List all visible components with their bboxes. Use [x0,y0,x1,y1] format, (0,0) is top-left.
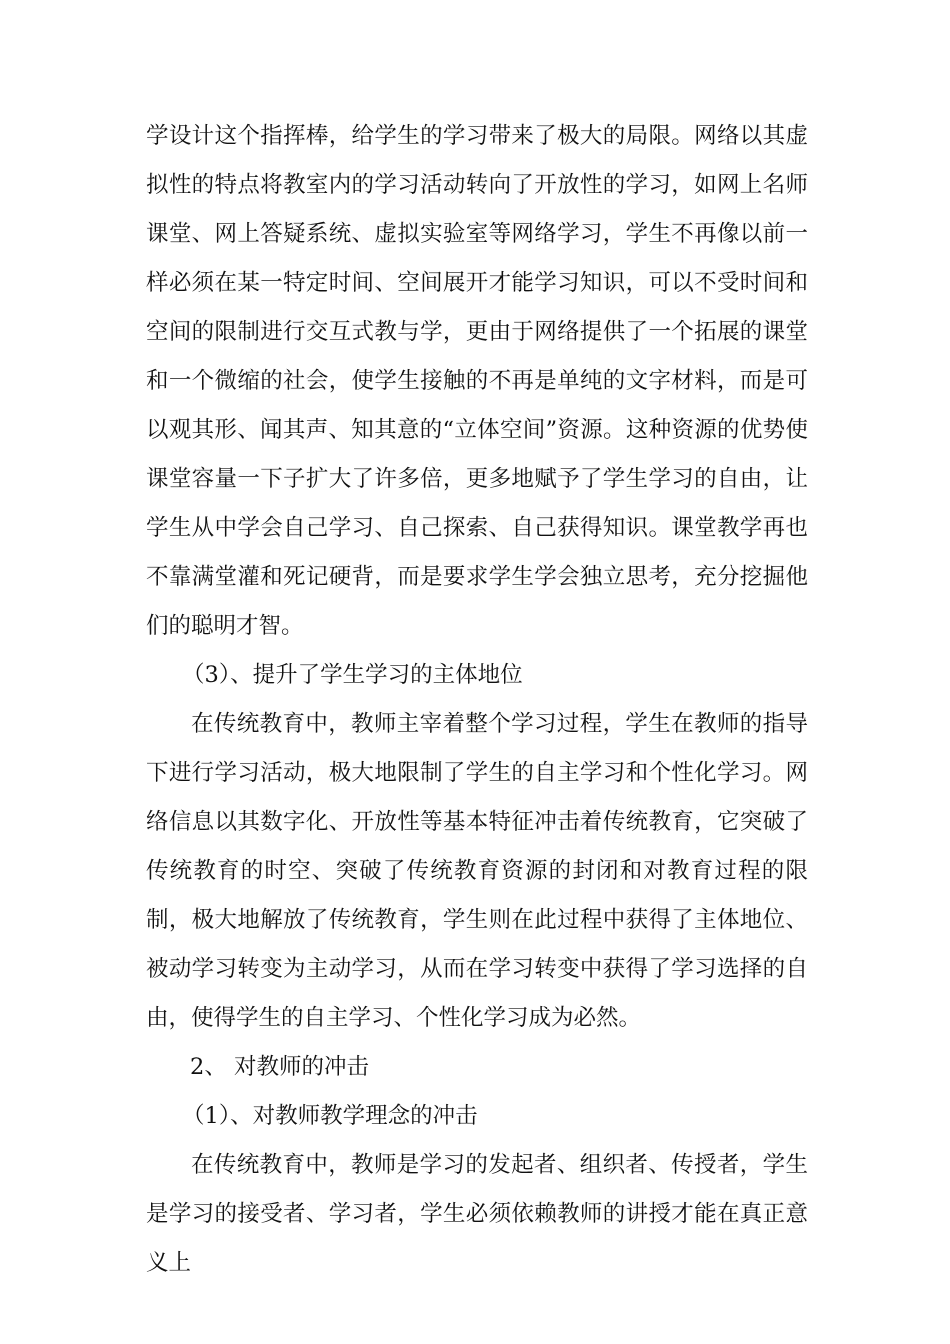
paragraph-teacher-role: 在传统教育中，教师是学习的发起者、组织者、传授者，学生是学习的接受者、学习者，学生必须依赖教师的讲授才能在真正意义上 [146,1152,808,1276]
section-heading-3: （3）、提升了学生学习的主体地位 [182,662,523,688]
section-heading-1: （1）、对教师教学理念的冲击 [182,1103,478,1129]
paragraph-exam-limitation: 学设计这个指挥棒，给学生的学习带来了极大的局限。网络以其虚拟性的特点将教室内的学习活动转向了开放性的学习，如网上名师课堂、网上答疑系统、虚拟实验室等网络学习，学生不再像以前一样必须在某一特定时间、空间展开才能学习知识，可以不受时间和空间的限制进行交互式教与学，更由于网络提供了一个拓展的课堂和一个微缩的社会，使学生接触的不再是单纯的文字材料，而是可以观其形、闻其声、知其意的“立体空间”资源。这种资源的优势使课堂容量一下子扩大了许多倍，更多地赋予了学生学习的自由，让学生从中学会自己学习、自己探索、自己获得知识。课堂教学再也不靠满堂灌和死记硬背，而是要求学生学会独立思考，充分挖掘他们的聪明才智。 [146,123,808,639]
paragraph-student-subject: 在传统教育中，教师主宰着整个学习过程，学生在教师的指导下进行学习活动，极大地限制了学生的自主学习和个性化学习。网络信息以其数字化、开放性等基本特征冲击着传统教育，它突破了传统教育的时空、突破了传统教育资源的封闭和对教育过程的限制，极大地解放了传统教育，学生则在此过程中获得了主体地位、被动学习转变为主动学习，从而在学习转变中获得了学习选择的自由，使得学生的自主学习、个性化学习成为必然。 [146,711,808,1031]
document-body [146,112,808,1288]
section-heading-teacher-impact: 2、 对教师的冲击 [190,1054,369,1080]
